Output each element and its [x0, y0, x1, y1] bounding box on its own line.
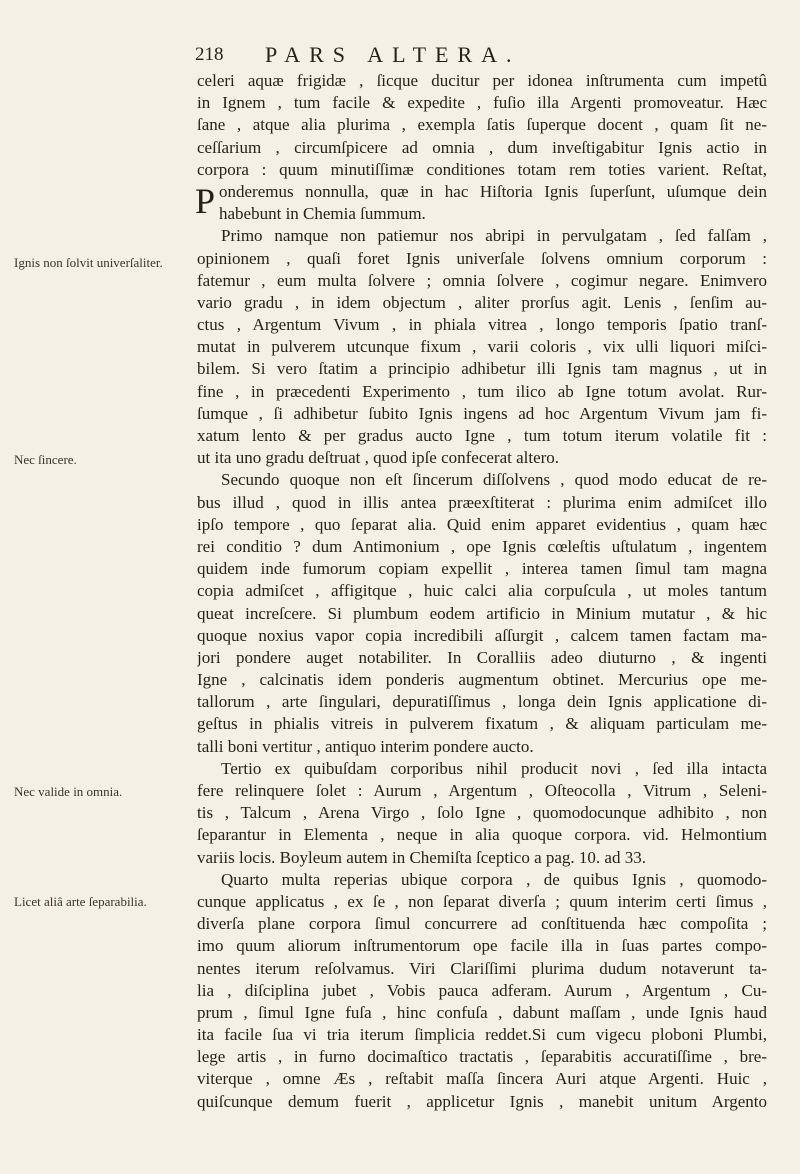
- text-line: onderemus nonnulla, quæ in hac Hiſtoria Ignis ſuperſunt, uſumque dein: [219, 181, 767, 201]
- text-line: ut ita uno gradu deſtruat , quod ipſe confecerat altero.: [197, 448, 560, 468]
- text-line: ita facile ſua vi tria iterum ſimplicia reddet.Si cum vigecu ploboni Plumbi,: [197, 1025, 767, 1045]
- text-line: quoque noxius vapor copia incredibili aſſurgit , calcem tamen factam ma-: [197, 625, 767, 645]
- text-line: Tertio ex quibuſdam corporibus nihil producit novi , ſed illa intacta: [221, 758, 767, 778]
- text-line: xatum lento & per gradus aucto Igne , tum totum iterum volatile fit :: [197, 426, 767, 445]
- text-line: tallorum , arte ſingulari, depuratiſſimus , longa dein Ignis applicatione di-: [197, 692, 767, 712]
- text-line: corpora : quum minutiſſimæ conditiones totam rem toties varient. Reſtat,: [197, 159, 767, 179]
- page-header: [195, 44, 755, 70]
- text-line: variis locis. Boyleum autem in Chemiſta ſceptico a pag. 10. ad 33.: [197, 847, 646, 867]
- text-line: bilem. Si vero ſtatim a principio adhibetur illi Ignis tam magnus , ut in: [197, 359, 767, 379]
- text-line: Igne , calcinatis idem ponderis augmentum obtinet. Mercurius ope me-: [197, 670, 767, 690]
- text-line: ctus , Argentum Vivum , in phiala vitrea , longo temporis ſpatio tranſ-: [197, 315, 767, 335]
- text-line: imo quum aliorum inſtrumentorum ope facile illa in ſuas partes compo-: [197, 936, 767, 956]
- text-line: bus illud , quod in illis antea præexſtiterat : plurima enim admiſcet illo: [197, 492, 767, 512]
- text-line: ſumque , ſi adhibetur ſubito Ignis ingens ad hoc Argentum Vivum jam fi-: [197, 403, 767, 423]
- text-line: opinionem , quaſi foret Ignis univerſale ſolvens omnium corporum :: [197, 248, 767, 268]
- text-line: Secundo quoque non eſt ſincerum diſſolvens , quod modo educat de re-: [221, 470, 767, 490]
- paragraph-dropcap: [197, 181, 767, 225]
- text-line: jori pondere auget notabiliter. In Coralliis adeo diuturno , & ingenti: [197, 647, 767, 667]
- page-number: 218: [195, 44, 224, 65]
- text-line: talli boni vertitur , antiquo interim pondere aucto.: [197, 736, 534, 756]
- text-line: rei conditio ? dum Antimonium , ope Ignis cœleſtis uſtulatum , ingentem: [197, 536, 767, 556]
- text-line: fatemur , eum multa ſolvere ; omnia ſolvere , cogimur negare. Enimvero: [197, 270, 767, 290]
- text-line: lege artis , in furno docimaſtico tractatis , ſeparabitis accuratiſſime , bre-: [197, 1047, 767, 1067]
- text-line: ſane , atque alia plurima , exempla ſatis ſuperque docent , quam ſit ne-: [197, 115, 767, 135]
- margin-note-3: Nec valide in omnia.: [14, 784, 123, 799]
- text-line: viterque , omne Æs , reſtabit maſſa ſincera Auri atque Argenti. Huic ,: [197, 1069, 767, 1089]
- text-line: queat increſcere. Si plumbum eodem artificio in Minium mutatur , & hic: [197, 603, 767, 623]
- text-line: lia , diſciplina jubet , Vobis pauca adferam. Aurum , Argentum , Cu-: [197, 980, 767, 1000]
- text-line: mutat in pulverem utcunque fixum , varii coloris , vix ulli liquori miſci-: [197, 337, 767, 357]
- text-line: fine , in præcedenti Experimento , tum ilico ab Igne totum avolat. Rur-: [197, 381, 767, 401]
- text-line: ceſſarium , circumſpicere ad omnia , dum inveſtigabitur Ignis actio in: [197, 137, 767, 157]
- drop-cap-p: P: [195, 180, 216, 221]
- text-line: ſeparantur in Elementa , neque in alia quoque corpora. vid. Helmontium: [197, 825, 767, 845]
- text-line: prum , ſimul Igne fuſa , hinc confuſa , dabunt maſſam , unde Ignis haud: [197, 1002, 767, 1022]
- text-line: fere relinquere ſolet : Aurum , Argentum , Oſteocolla , Vitrum , Seleni-: [197, 781, 767, 800]
- text-line: diverſa plane corpora ſimul concurrere ad conſtituenda hæc compoſita ;: [197, 914, 767, 934]
- text-line: in Ignem , tum facile & expedite , fuſio illa Argenti promoveatur. Hæc: [197, 93, 767, 113]
- running-title: PARS ALTERA.: [265, 42, 521, 67]
- text-line: Primo namque non patiemur nos abripi in pervulgatam , ſed falſam ,: [221, 226, 767, 246]
- text-line: nentes iterum reſolvamus. Viri Clariſſimi plurima dudum notaverunt ta-: [197, 958, 767, 978]
- text-line: celeri aquæ frigidæ , ſicque ducitur per idonea inſtrumenta cum impetû: [197, 71, 767, 90]
- text-line: tis , Talcum , Arena Virgo , ſolo Igne , quomodocunque adhibito , non: [197, 803, 767, 823]
- text-line: cunque applicatus , ex ſe , non ſeparat diverſa ; quum interim certi ſimus ,: [197, 891, 767, 911]
- text-line: habebunt in Chemia ſummum.: [219, 204, 426, 224]
- margin-note-4: Licet aliâ arte ſeparabilia.: [14, 894, 147, 909]
- margin-note-1: Ignis non ſolvit univerſaliter.: [14, 255, 163, 270]
- text-line: Quarto multa reperias ubique corpora , de quibus Ignis , quomodo-: [221, 869, 767, 889]
- text-line: quiſcunque demum fuerit , applicetur Ignis , manebit unitum Argento: [197, 1091, 767, 1111]
- text-line: vario gradu , in idem objectum , aliter prorſus agit. Lenis , ſenſim au-: [197, 292, 767, 312]
- text-line: geſtus in phialis vitreis in pulverem fixatum , & aliquam particulam me-: [197, 714, 767, 734]
- text-line: ipſo tempore , quo ſeparat alia. Quid enim apparet evidentius , quam hæc: [197, 514, 767, 534]
- text-line: quidem inde fumorum copiam expellit , interea tamen ſimul tam magna: [197, 559, 767, 579]
- margin-note-2: Nec ſincere.: [14, 452, 77, 467]
- text-line: copia admiſcet , affigitque , huic calci alia corpuſcula , ut moles tantum: [197, 581, 767, 601]
- body-text: [197, 70, 767, 1113]
